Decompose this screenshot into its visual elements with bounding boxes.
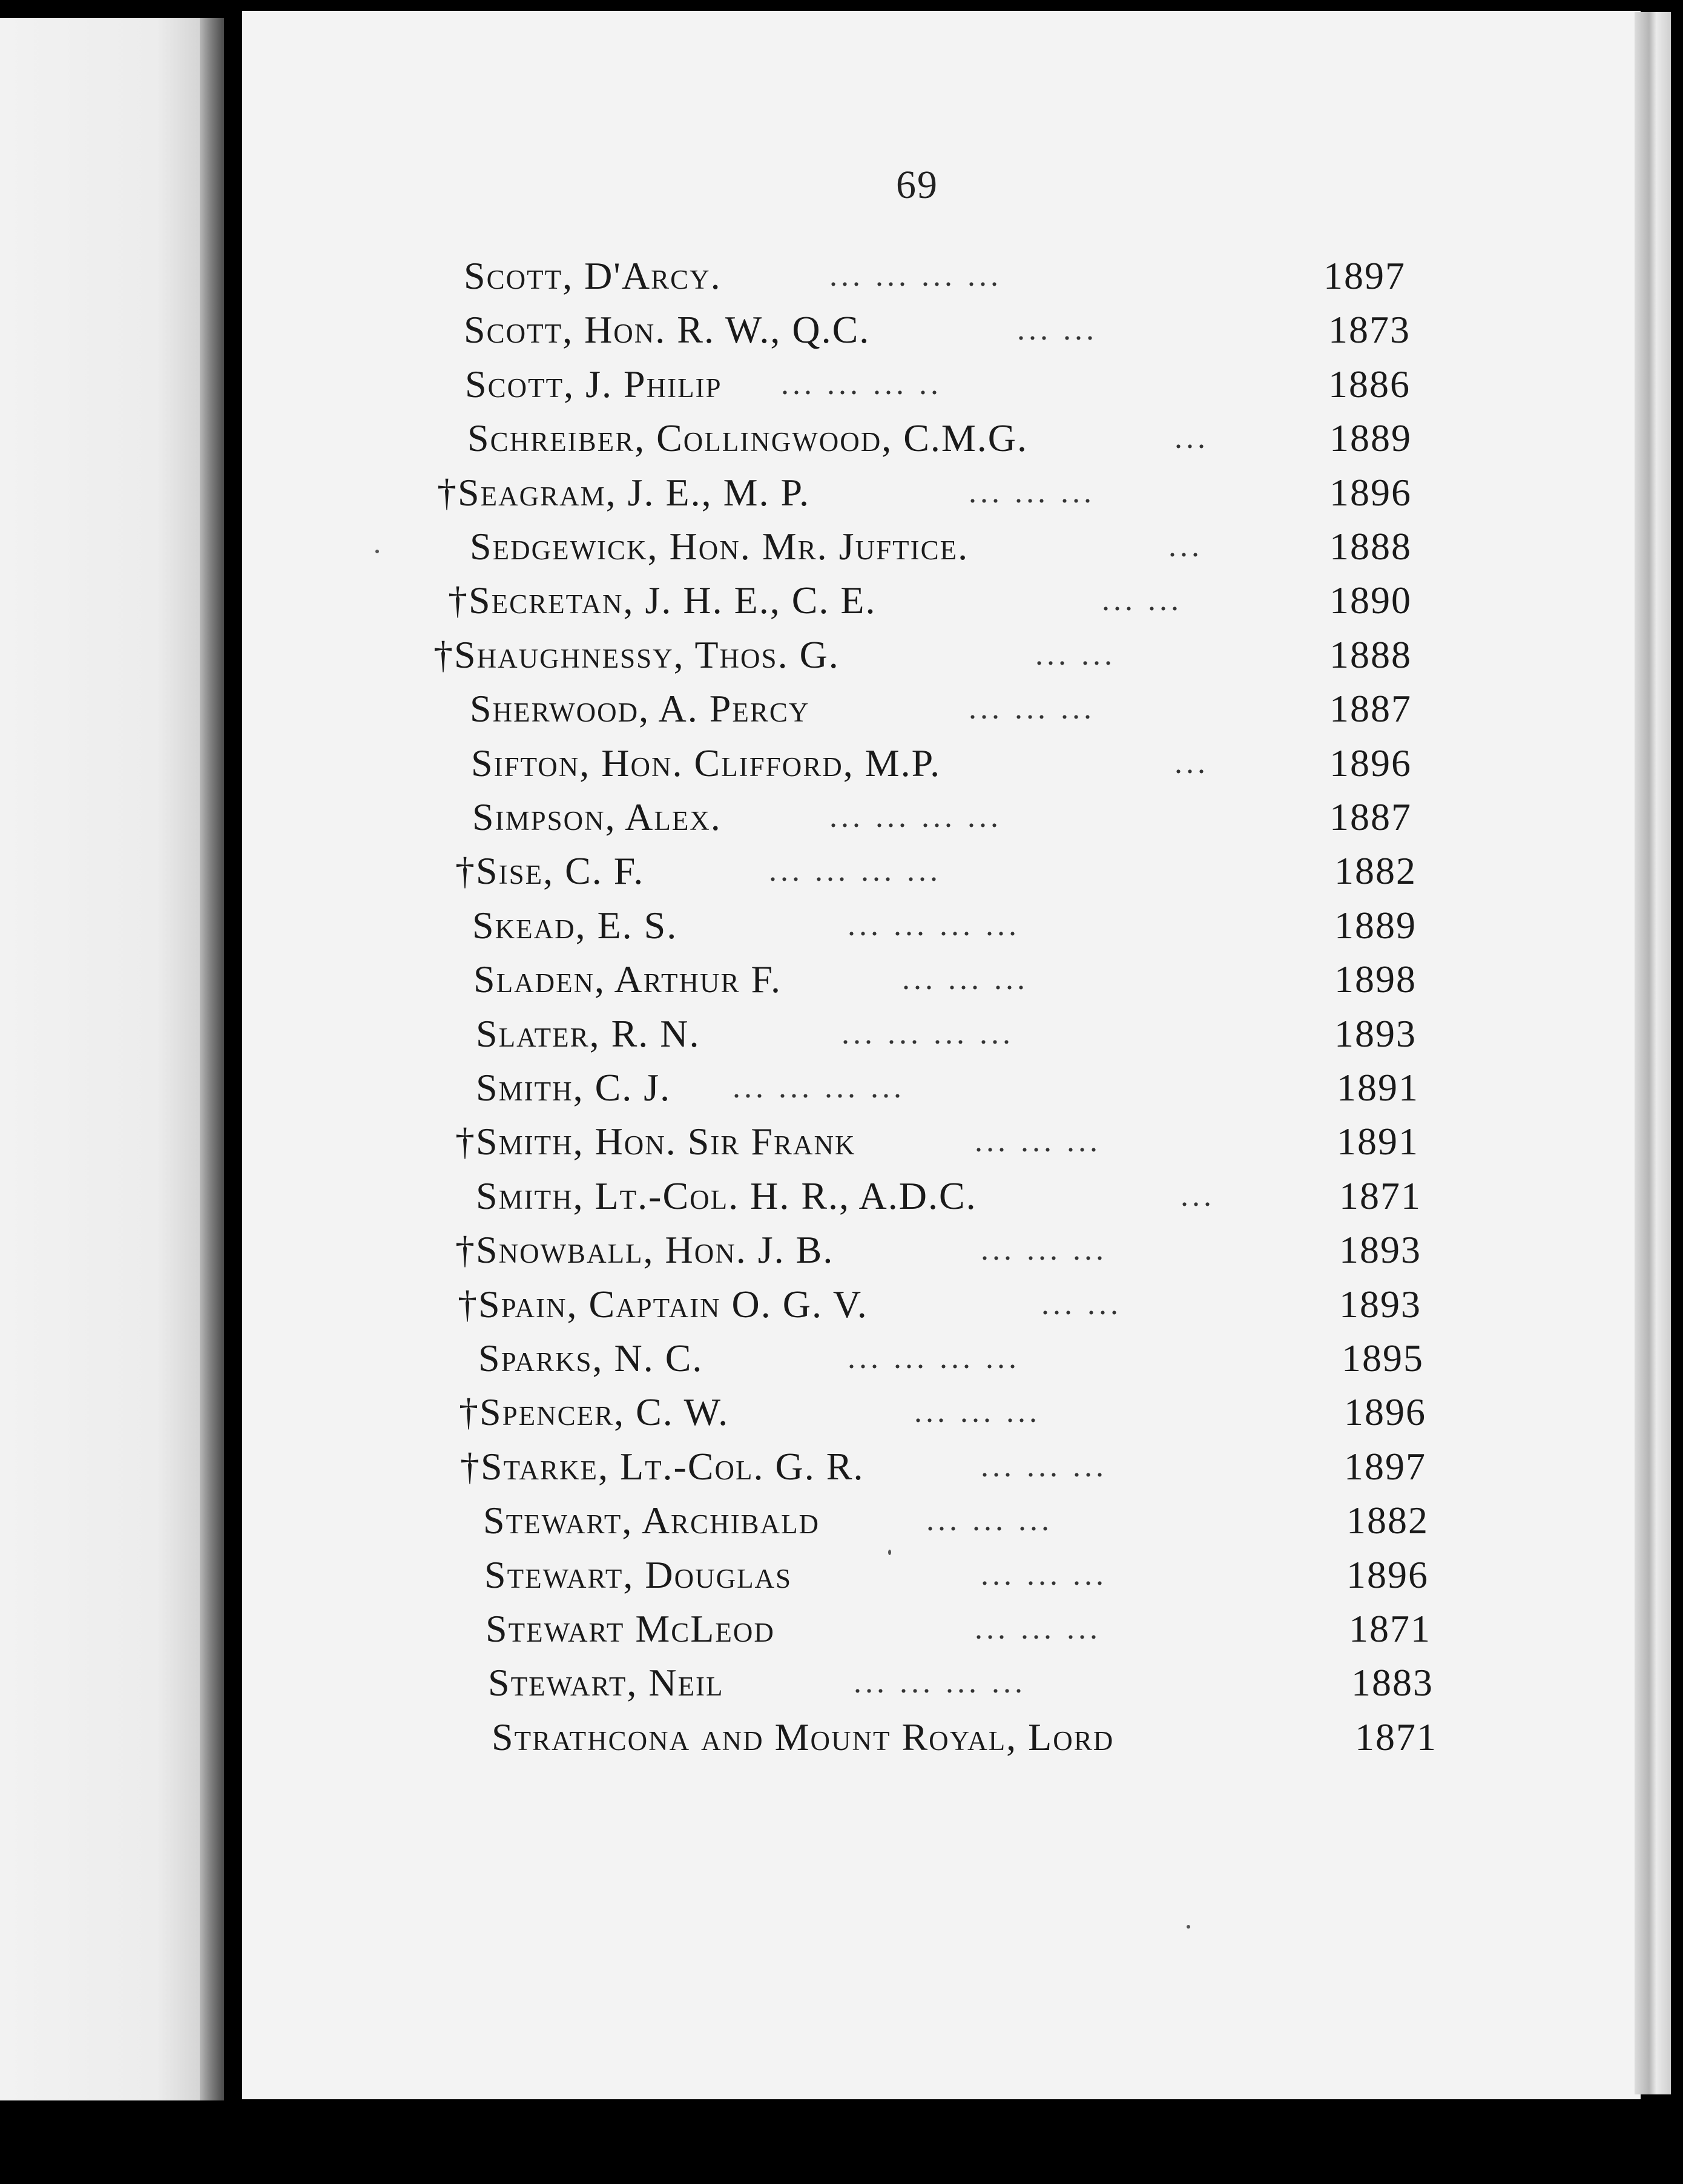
list-entry [0,360,1683,409]
leader-dots: ... [1168,529,1203,564]
list-entry [0,1605,1683,1653]
member-year: 1890 [1329,579,1412,622]
leader-dots: ... ... ... ... [848,907,1020,942]
member-year: 1873 [1328,308,1411,352]
member-name: †Spain, Captain O. G. V. [458,1282,868,1326]
member-year: 1882 [1346,1499,1429,1542]
leader-dots: ... ... ... [981,1449,1107,1484]
leader-dots: ... ... ... [902,962,1029,997]
member-year: 1888 [1329,633,1412,676]
member-name: Sedgewick, Hon. Mr. Juftice. [470,525,969,568]
member-name: Scott, J. Philip [465,362,722,406]
list-entry [0,1226,1683,1274]
list-entry [0,901,1683,950]
member-name: Slater, R. N. [476,1011,700,1055]
member-year: 1893 [1339,1228,1421,1272]
member-year: 1889 [1329,416,1412,460]
member-year: 1893 [1334,1011,1417,1055]
list-entry [0,1172,1683,1220]
member-name: Smith, Lt.-Col. H. R., A.D.C. [476,1174,977,1217]
list-entry [0,1388,1683,1436]
member-year: 1871 [1349,1607,1431,1650]
member-name: Sherwood, A. Percy [470,687,810,731]
speck [375,550,379,553]
leader-dots: ... ... ... .. [781,366,942,401]
member-year: 1882 [1334,849,1417,893]
leader-dots: ... ... ... ... [848,1341,1020,1375]
leader-dots: ... ... [1035,637,1116,672]
member-year: 1888 [1329,525,1412,568]
leader-dots: ... [1174,421,1209,456]
leader-dots: ... ... ... ... [829,258,1002,293]
list-entry [0,1010,1683,1058]
member-name: Scott, Hon. R. W., Q.C. [464,308,871,352]
member-year: 1897 [1323,254,1406,297]
member-name: Strathcona and Mount Royal, Lord [492,1715,1115,1758]
list-entry [0,1064,1683,1112]
member-year: 1898 [1334,958,1417,1001]
member-name: Stewart McLeod [486,1607,775,1650]
member-year: 1871 [1355,1715,1437,1758]
leader-dots: ... ... ... ... [854,1665,1026,1700]
member-name: †Shaughnessy, Thos. G. [433,633,840,676]
list-entry [0,414,1683,462]
member-name: Scott, D'Arcy. [464,254,722,297]
member-name: Sladen, Arthur F. [473,958,782,1001]
member-year: 1887 [1329,687,1412,731]
list-entry [0,252,1683,300]
leader-dots: ... ... ... [969,475,1095,510]
member-name: Stewart, Douglas [484,1553,792,1596]
member-name: Schreiber, Collingwood, C.M.G. [467,416,1029,460]
list-entry [0,1551,1683,1599]
list-entry [0,1713,1683,1761]
member-year: 1887 [1329,795,1412,838]
list-entry [0,631,1683,679]
leader-dots: ... ... ... [975,1611,1101,1646]
member-name: †Snowball, Hon. J. B. [455,1228,834,1272]
list-entry [0,1117,1683,1166]
list-entry [0,1280,1683,1329]
member-name: †Spencer, C. W. [459,1390,730,1434]
member-year: 1891 [1337,1066,1419,1109]
leader-dots: ... [1181,1178,1215,1213]
list-entry [0,306,1683,354]
list-entry [0,1496,1683,1545]
member-name: Skead, E. S. [472,903,678,947]
leader-dots: ... ... ... ... [842,1016,1014,1051]
speck [888,1550,891,1555]
leader-dots: ... ... ... ... [829,800,1002,834]
leader-dots: ... ... [1041,1286,1122,1321]
list-entry [0,739,1683,788]
leader-dots: ... ... ... [981,1557,1107,1592]
list-entry [0,1334,1683,1383]
list-entry [0,793,1683,841]
member-year: 1871 [1339,1174,1421,1217]
list-entry [0,1442,1683,1491]
member-name: Sifton, Hon. Clifford, M.P. [471,741,941,784]
list-entry [0,955,1683,1004]
member-name: Stewart, Archibald [483,1499,820,1542]
speck [1187,1925,1190,1929]
member-name: †Smith, Hon. Sir Frank [455,1120,856,1163]
list-entry [0,522,1683,571]
page-number: 69 [896,163,938,207]
list-entry [0,1659,1683,1707]
member-name: †Sise, C. F. [455,849,645,893]
list-entry [0,847,1683,895]
member-year: 1897 [1344,1444,1426,1488]
list-entry [0,469,1683,517]
member-year: 1891 [1337,1120,1419,1163]
leader-dots: ... ... ... [981,1232,1107,1268]
member-year: 1896 [1329,741,1412,784]
member-year: 1893 [1339,1282,1421,1326]
leader-dots: ... ... ... [926,1503,1053,1538]
leader-dots: ... ... ... ... [769,854,941,889]
leader-dots: ... ... ... [969,691,1095,726]
member-name: †Secretan, J. H. E., C. E. [448,579,877,622]
member-year: 1883 [1351,1661,1434,1705]
member-year: 1896 [1344,1390,1426,1434]
member-name: †Seagram, J. E., M. P. [437,470,811,514]
leader-dots: ... [1174,745,1209,780]
leader-dots: ... ... ... [975,1124,1101,1159]
list-entry [0,576,1683,625]
leader-dots: ... ... ... ... [733,1070,905,1105]
list-entry [0,685,1683,733]
leader-dots: ... ... [1102,583,1182,618]
member-year: 1896 [1346,1553,1429,1596]
leader-dots: ... ... ... [914,1395,1041,1430]
member-year: 1889 [1334,903,1417,947]
member-name: Simpson, Alex. [472,795,722,838]
member-name: Stewart, Neil [488,1661,724,1705]
member-name: Sparks, N. C. [478,1337,703,1380]
leader-dots: ... ... [1017,312,1098,347]
member-name: Smith, C. J. [476,1066,671,1109]
member-name: †Starke, Lt.-Col. G. R. [460,1444,865,1488]
member-year: 1895 [1342,1337,1424,1380]
member-year: 1896 [1329,470,1412,514]
member-year: 1886 [1328,362,1411,406]
